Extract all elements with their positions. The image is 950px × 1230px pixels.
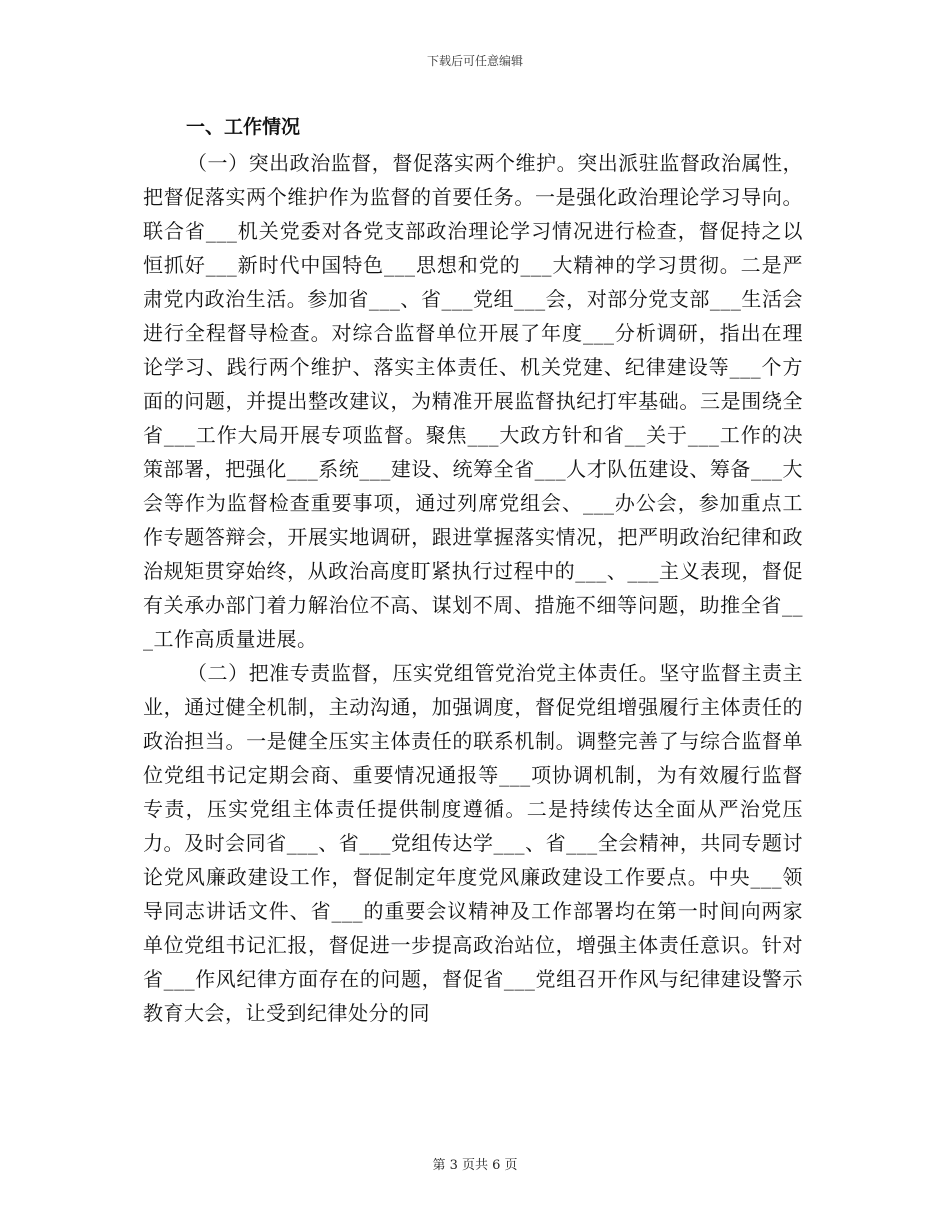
page-number: 第 3 页共 6 页: [432, 1158, 518, 1173]
paragraph-special-supervision: （二）把准专责监督，压实党组管党治党主体责任。坚守监督主责主业，通过健全机制，主动沟通，加强调度，督促党组增强履行主体责任的政治担当。一是健全压实主体责任的联系机制。调整完善了与综合监督单位党组书记定期会商、重要情况通报等___项协调机制，为有效履行监督专责，压实党组主体责任提供制度遵循。二是持续传达全面从严治党压力。及时会同省___、省___党组传达学___、省___全会精神，共同专题讨论党风廉政建设工作，督促制定年度党风廉政建设工作要点。中央___领导同志讲话文件、省___的重要会议精神及工作部署均在第一时间向两家单位党组书记汇报，督促进一步提高政治站位，增强主体责任意识。针对省___作风纪律方面存在的问题，督促省___党组召开作风与纪律建设警示教育大会，让受到纪律处分的同: [143, 661, 803, 1025]
section-heading: 一、工作情况: [186, 116, 301, 138]
page-header-note: 下载后可任意编辑: [426, 54, 523, 68]
document-body: [143, 112, 803, 1030]
paragraph-political-supervision: （一）突出政治监督，督促落实两个维护。突出派驻监督政治属性，把督促落实两个维护作为监督的首要任务。一是强化政治理论学习导向。联合省___机关党委对各党支部政治理论学习情况进行检查，督促持之以恒抓好___新时代中国特色___思想和党的___大精神的学习贯彻。二是严肃党内政治生活。参加省___、省___党组___会，对部分党支部___生活会进行全程督导检查。对综合监督单位开展了年度___分析调研，指出在理论学习、践行两个维护、落实主体责任、机关党建、纪律建设等___个方面的问题，并提出整改建议，为精准开展监督执纪打牢基础。三是围绕全省___工作大局开展专项监督。聚焦___大政方针和省__关于___工作的决策部署，把强化___系统___建设、统筹全省___人才队伍建设、筹备___大会等作为监督检查重要事项，通过列席党组会、___办公会，参加重点工作专题答辩会，开展实地调研，跟进掌握落实情况，把严明政治纪律和政治规矩贯穿始终，从政治高度盯紧执行过程中的___、___主义表现，督促有关承办部门着力解治位不高、谋划不周、措施不细等问题，助推全省___工作高质量进展。: [143, 151, 803, 651]
